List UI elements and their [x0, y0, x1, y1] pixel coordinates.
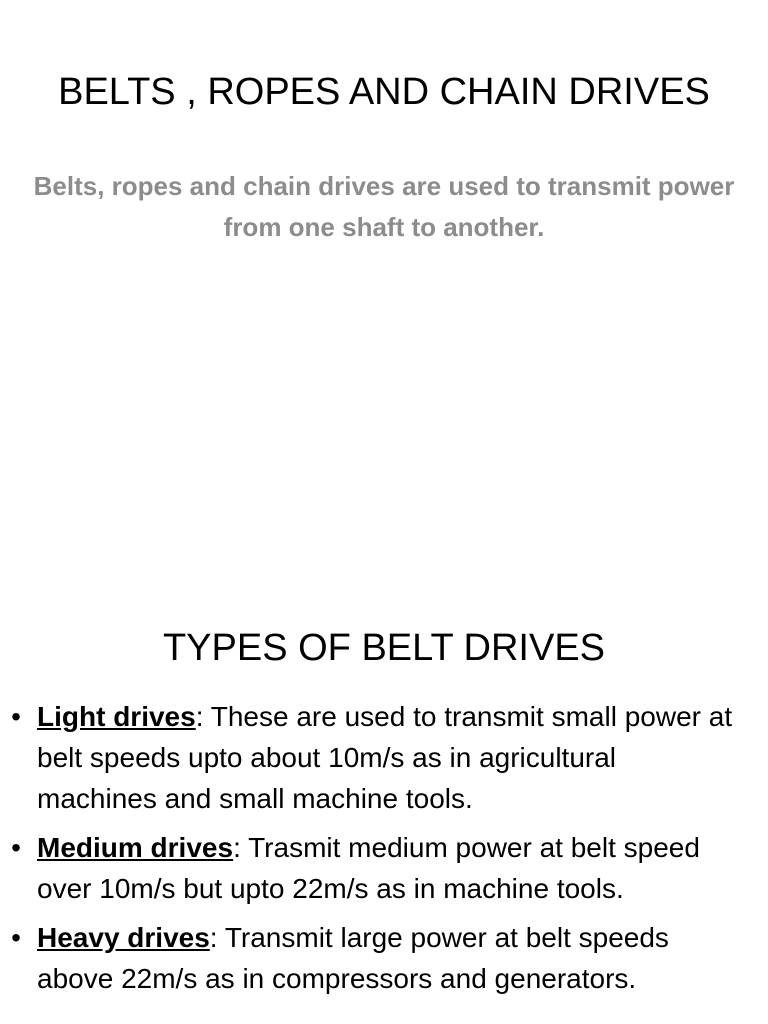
bullet-icon: •: [11, 922, 21, 953]
bullet-text: : Transmit large power at belt speeds above 22m/s as in compressors and generators.: [37, 922, 669, 994]
slide-2: [0, 580, 768, 1024]
list-item: [0, 827, 740, 909]
belt-drive-types-list: [0, 696, 740, 1007]
slide-2-title: TYPES OF BELT DRIVES: [162, 627, 606, 669]
bullet-icon: •: [11, 832, 21, 863]
slide-1-title: BELTS , ROPES AND CHAIN DRIVES: [58, 71, 710, 113]
list-item: [0, 917, 740, 999]
bullet-term: Light drives: [37, 701, 196, 732]
bullet-term: Heavy drives: [37, 922, 210, 953]
bullet-text: : Trasmit medium power at belt speed over 10m/s but upto 22m/s as in machine tools.: [37, 832, 700, 904]
bullet-text: : These are used to transmit small power at belt speeds upto about 10m/s as in agricultural machines and small machine tools.: [37, 701, 733, 814]
bullet-icon: •: [11, 701, 21, 732]
list-item: [0, 696, 740, 819]
bullet-term: Medium drives: [37, 832, 234, 863]
slide-1-subtitle: Belts, ropes and chain drives are used to transmit power from one shaft to another.: [33, 171, 735, 242]
